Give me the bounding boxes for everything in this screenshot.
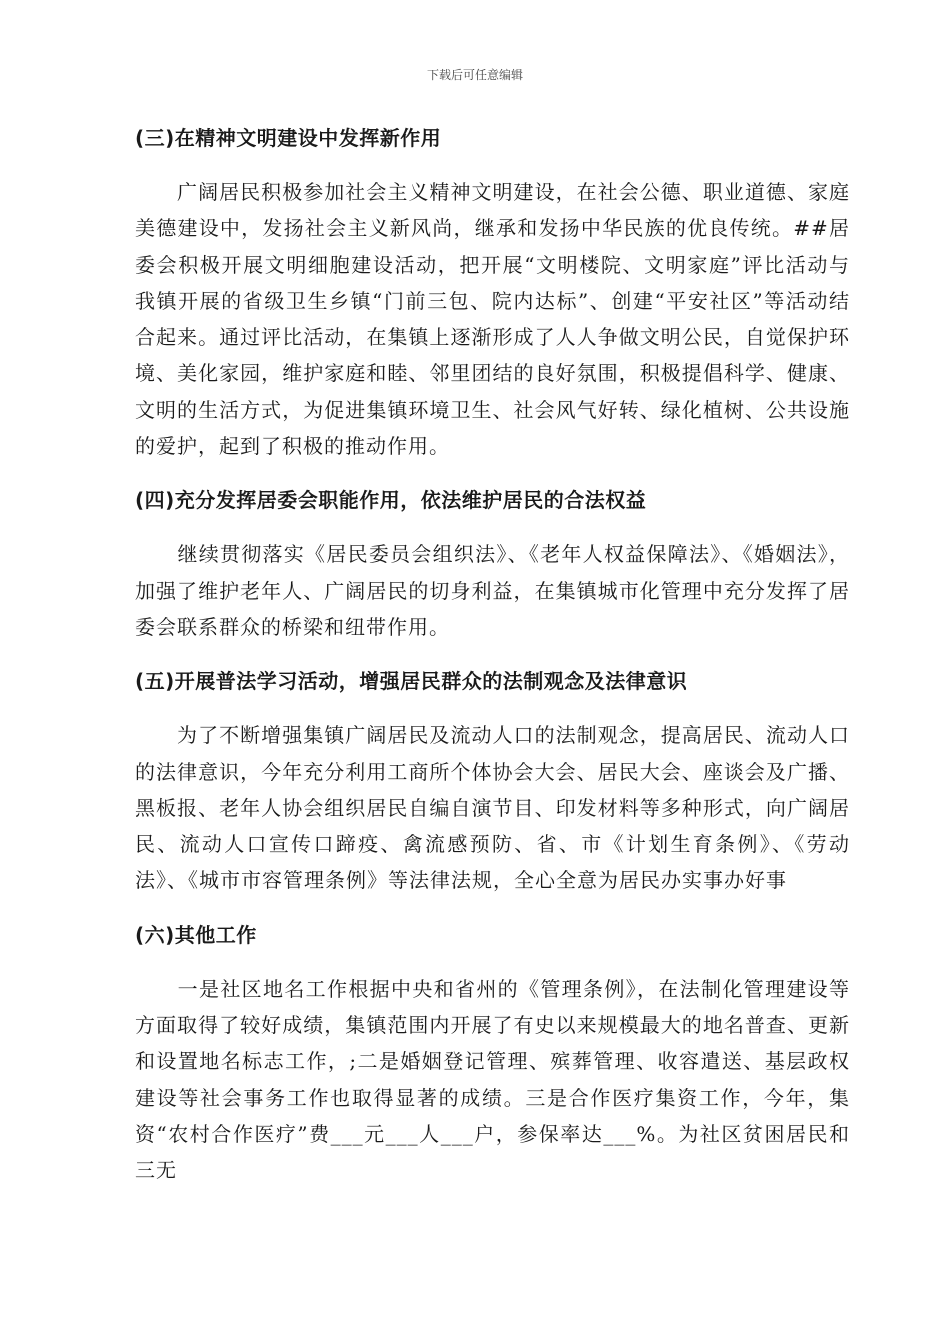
section-paragraph: 继续贯彻落实《居民委员会组织法》、《老年人权益保障法》、《婚姻法》，加强了维护老年人、广阔居民的切身利益，在集镇城市化管理中充分发挥了居委会联系群众的桥梁和纽带作用。	[135, 542, 850, 639]
section-heading: (四)充分发挥居委会职能作用，依法维护居民的合法权益	[135, 488, 647, 513]
document-body	[135, 120, 850, 1207]
section-paragraph: 为了不断增强集镇广阔居民及流动人口的法制观念，提高居民、流动人口的法律意识，今年充分利用工商所个体协会大会、居民大会、座谈会及广播、黑板报、老年人协会组织居民自编自演节目、印发材料等多种形式，向广阔居民、流动人口宣传口蹄疫、禽流感预防、省、市《计划生育条例》、《劳动法》、《城市市容管理条例》等法律法规，全心全意为居民办实事办好事	[135, 723, 850, 893]
section-heading: (五)开展普法学习活动，增强居民群众的法制观念及法律意识	[135, 669, 688, 694]
section-heading: (三)在精神文明建设中发挥新作用	[135, 126, 442, 150]
section-6	[135, 917, 850, 1189]
section-4	[135, 482, 850, 645]
section-paragraph: 一是社区地名工作根据中央和省州的《管理条例》，在法制化管理建设等方面取得了较好成绩，集镇范围内开展了有史以来规模最大的地名普查、更新和设置地名标志工作，;二是婚姻登记管理、殡葬管理、收容遣送、基层政权建设等社会事务工作也取得显著的成绩。三是合作医疗集资工作，今年，集资“农村合作医疗”费___元___人___户，参保率达___%。为社区贫困居民和三无	[135, 976, 850, 1183]
section-paragraph: 广阔居民积极参加社会主义精神文明建设，在社会公德、职业道德、家庭美德建设中，发扬社会主义新风尚，继承和发扬中华民族的优良传统。##居委会积极开展文明细胞建设活动，把开展“文明楼院、文明家庭”评比活动与我镇开展的省级卫生乡镇“门前三包、院内达标”、创建“平安社区”等活动结合起来。通过评比活动，在集镇上逐渐形成了人人争做文明公民，自觉保护环境、美化家园，维护家庭和睦、邻里团结的良好氛围，积极提倡科学、健康、文明的生活方式，为促进集镇环境卫生、社会风气好转、绿化植树、公共设施的爱护，起到了积极的推动作用。	[135, 180, 850, 459]
section-heading: (六)其他工作	[135, 922, 257, 947]
header-note: 下载后可任意编辑	[426, 68, 523, 82]
section-3	[135, 120, 850, 464]
section-5	[135, 663, 850, 898]
